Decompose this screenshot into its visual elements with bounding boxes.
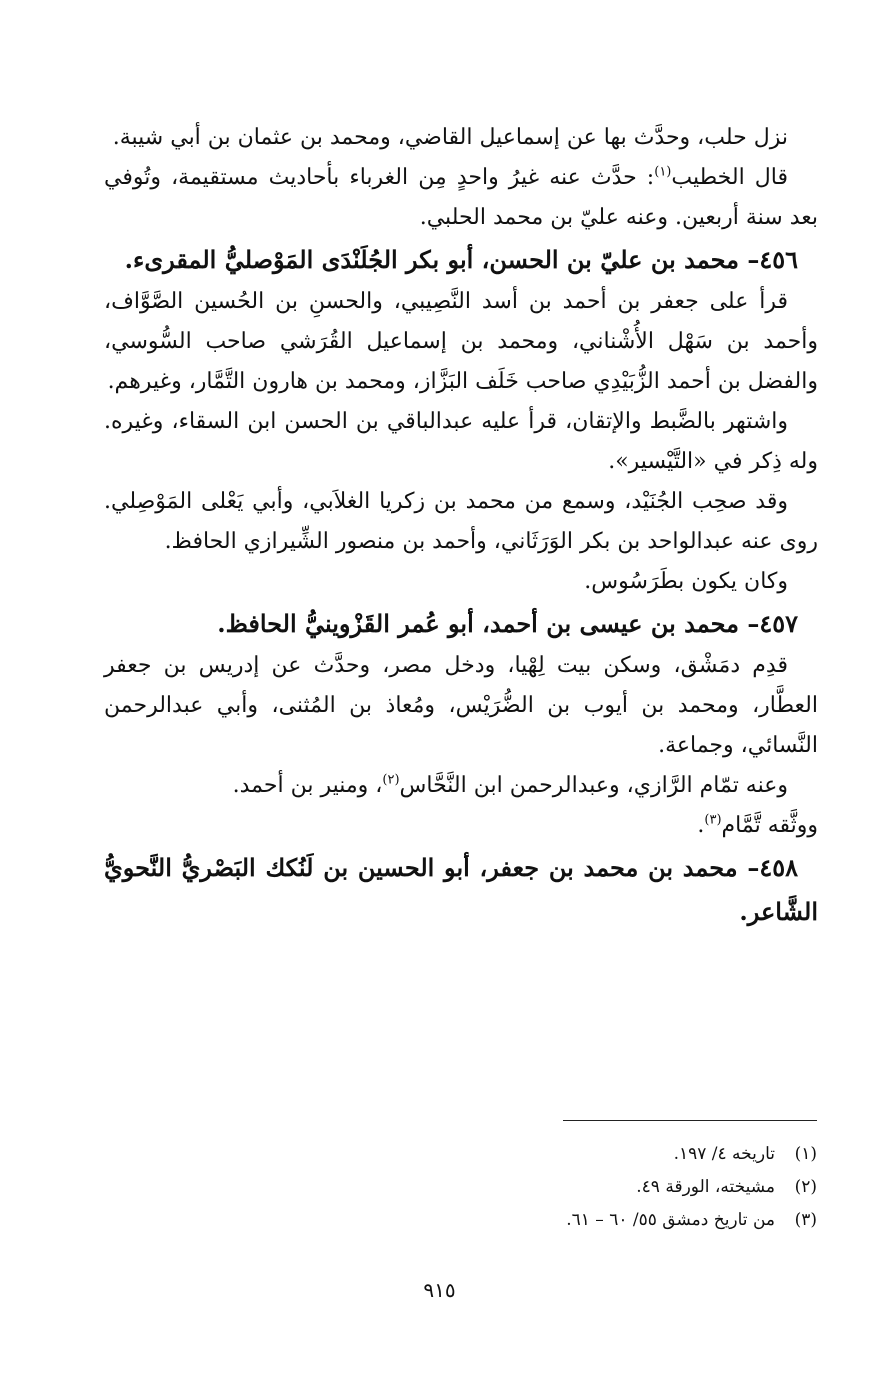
paragraph-9-end: . bbox=[697, 813, 705, 838]
paragraph-1: نزل حلب، وحدَّث بها عن إسماعيل القاضي، ومحمد بن عثمان بن أبي شيبة. bbox=[112, 125, 788, 150]
footnote-divider bbox=[563, 1120, 817, 1121]
footnote-1-text: تاريخه ٤/ ١٩٧. bbox=[673, 1144, 775, 1164]
paragraph-5: وقد صحِب الجُنَيْد، وسمع من محمد بن زكريا الغلاَبي، وأبي يَعْلى المَوْصِلي. روى عنه عبدالواحد بن بكر الوَرَثَاني، وأحمد بن منصور الشِّيرازي الحافظ. bbox=[104, 489, 818, 554]
footnote-ref-3: (٣) bbox=[704, 812, 722, 828]
footnote-1-number: (١) bbox=[794, 1144, 817, 1164]
paragraph-6: وكان يكون بطَرَسُوس. bbox=[584, 569, 788, 594]
paragraph-2-start: قال الخطيب bbox=[671, 165, 788, 190]
footnotes bbox=[177, 1138, 817, 1237]
footnote-3 bbox=[177, 1204, 817, 1237]
paragraph-8-end: ، ومنير بن أحمد. bbox=[232, 773, 383, 798]
entry-heading-458: ٤٥٨– محمد بن محمد بن جعفر، أبو الحسين بن لَنُكك البَصْريُّ النَّحويُّ الشَّاعر. bbox=[104, 853, 818, 926]
main-text bbox=[104, 118, 818, 934]
footnote-1 bbox=[177, 1138, 817, 1171]
entry-heading-457: ٤٥٧– محمد بن عيسى بن أحمد، أبو عُمر القَزْوينيُّ الحافظ. bbox=[217, 609, 798, 638]
footnote-ref-1: (١) bbox=[654, 164, 672, 180]
paragraph-4: واشتهر بالضَّبط والإتقان، قرأ عليه عبدالباقي بن الحسن ابن السقاء، وغيره. وله ذِكر في «التَّيْسير». bbox=[104, 409, 818, 474]
paragraph-8 bbox=[104, 766, 818, 806]
paragraph-2 bbox=[104, 158, 818, 238]
paragraph-2-end: : حدَّث عنه غيرُ واحدٍ مِن الغرباء بأحاديث مستقيمة، وتُوفي بعد سنة أربعين. وعنه عليّ بن محمد الحلبي. bbox=[104, 165, 818, 230]
paragraph-9-start: ووثَّقه تَّمَّام bbox=[721, 813, 818, 838]
page-number: ٩١٥ bbox=[423, 1278, 456, 1302]
footnote-3-text: من تاريخ دمشق ٥٥/ ٦٠ – ٦١. bbox=[566, 1210, 775, 1230]
footnote-2-text: مشيخته، الورقة ٤٩. bbox=[636, 1177, 775, 1197]
footnote-2-number: (٢) bbox=[794, 1177, 817, 1197]
footnote-3-number: (٣) bbox=[794, 1210, 817, 1230]
entry-heading-456: ٤٥٦– محمد بن عليّ بن الحسن، أبو بكر الجُلَنْدَى المَوْصليُّ المقرىء. bbox=[124, 245, 798, 274]
footnote-2 bbox=[177, 1171, 817, 1204]
paragraph-9 bbox=[104, 806, 818, 846]
footnote-ref-2: (٢) bbox=[382, 772, 400, 788]
paragraph-8-start: وعنه تمّام الرَّازي، وعبدالرحمن ابن النَّحَّاس bbox=[399, 773, 788, 798]
paragraph-7: قدِم دمَشْق، وسكن بيت لِهْيا، ودخل مصر، وحدَّث عن إدريس بن جعفر العطَّار، ومحمد بن أيوب بن الضُّرَيْس، ومُعاذ بن المُثنى، وأبي عبدالرحمن النَّسائي، وجماعة. bbox=[104, 653, 818, 758]
paragraph-3: قرأ على جعفر بن أحمد بن أسد النَّصِيبي، والحسنِ بن الحُسين الصَّوَّاف، وأحمد بن سَهْل الأُشْناني، ومحمد بن إسماعيل القُرَشي صاحب السُّوسي، والفضل بن أحمد الزُّبَيْدِي صاحب خَلَف البَزَّاز، ومحمد بن هارون التَّمَّار، وغيرهم. bbox=[104, 289, 818, 394]
